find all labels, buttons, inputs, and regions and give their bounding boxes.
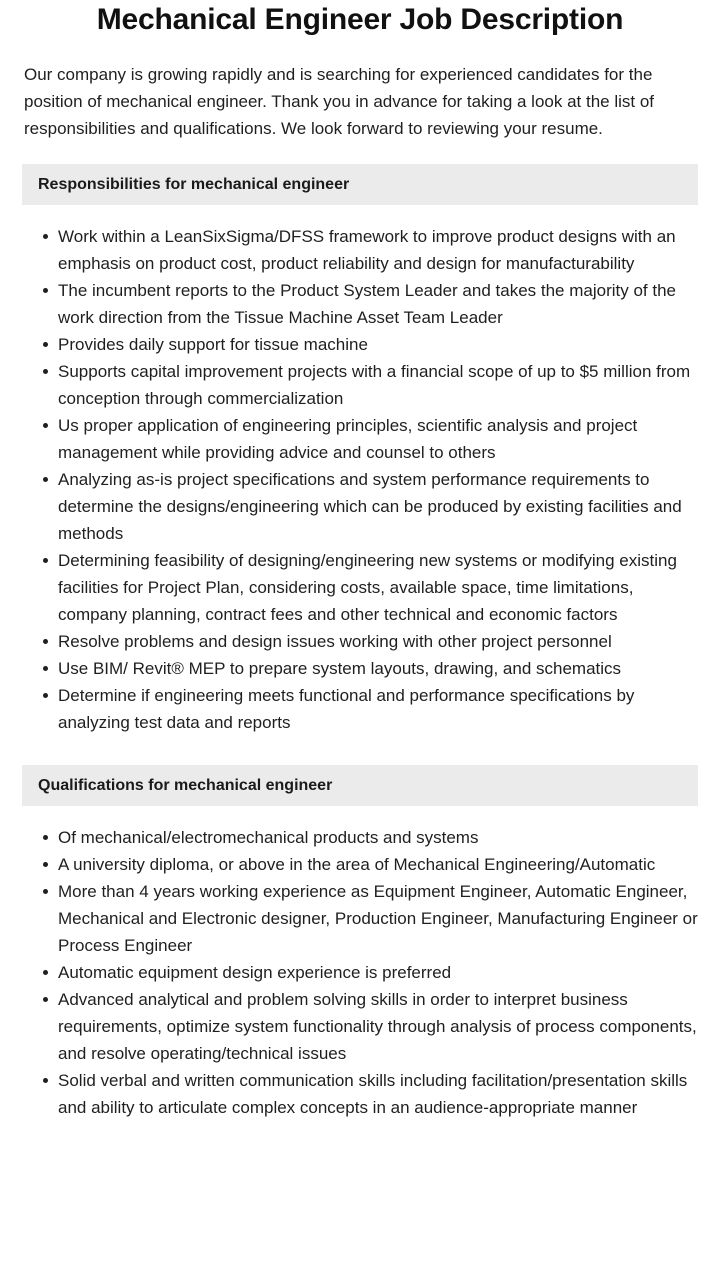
intro-paragraph: Our company is growing rapidly and is searching for experienced candidates for the position of mechanical engineer. Thank you in advance for taking a look at the list of responsibilities and qualifications. We look forward to reviewing your resume. (24, 65, 655, 138)
section-heading-qualifications: Qualifications for mechanical engineer (22, 765, 698, 806)
list-item: Us proper application of engineering principles, scientific analysis and project management while providing advice and counsel to others (22, 412, 698, 466)
list-item: Determining feasibility of designing/engineering new systems or modifying existing facilities for Project Plan, considering costs, available space, time limitations, company planning, contract fees and other technical and economic factors (22, 547, 698, 628)
list-item: Analyzing as-is project specifications and system performance requirements to determine the designs/engineering which can be produced by existing facilities and methods (22, 466, 698, 547)
list-item: More than 4 years working experience as Equipment Engineer, Automatic Engineer, Mechanical and Electronic designer, Production Engineer, Manufacturing Engineer or Process Engineer (22, 878, 698, 959)
list-item: Of mechanical/electromechanical products and systems (22, 824, 698, 851)
section-qualifications (0, 765, 720, 1121)
list-item: Provides daily support for tissue machine (22, 331, 698, 358)
list-item: Work within a LeanSixSigma/DFSS framework to improve product designs with an emphasis on product cost, product reliability and design for manufacturability (22, 223, 698, 277)
list-item: A university diploma, or above in the area of Mechanical Engineering/Automatic (22, 851, 698, 878)
responsibilities-list (22, 223, 698, 736)
list-item: The incumbent reports to the Product System Leader and takes the majority of the work direction from the Tissue Machine Asset Team Leader (22, 277, 698, 331)
list-item: Automatic equipment design experience is preferred (22, 959, 698, 986)
list-item: Supports capital improvement projects with a financial scope of up to $5 million from conception through commercialization (22, 358, 698, 412)
qualifications-list (22, 824, 698, 1121)
list-item: Use BIM/ Revit® MEP to prepare system layouts, drawing, and schematics (22, 655, 698, 682)
section-responsibilities (0, 164, 720, 736)
list-item: Advanced analytical and problem solving skills in order to interpret business requirements, optimize system functionality through analysis of process components, and resolve operating/technical issues (22, 986, 698, 1067)
list-item: Solid verbal and written communication skills including facilitation/presentation skills and ability to articulate complex concepts in an audience-appropriate manner (22, 1067, 698, 1121)
list-item: Determine if engineering meets functional and performance specifications by analyzing test data and reports (22, 682, 698, 736)
section-heading-responsibilities: Responsibilities for mechanical engineer (22, 164, 698, 205)
page-title: Mechanical Engineer Job Description (96, 3, 624, 36)
list-item: Resolve problems and design issues working with other project personnel (22, 628, 698, 655)
